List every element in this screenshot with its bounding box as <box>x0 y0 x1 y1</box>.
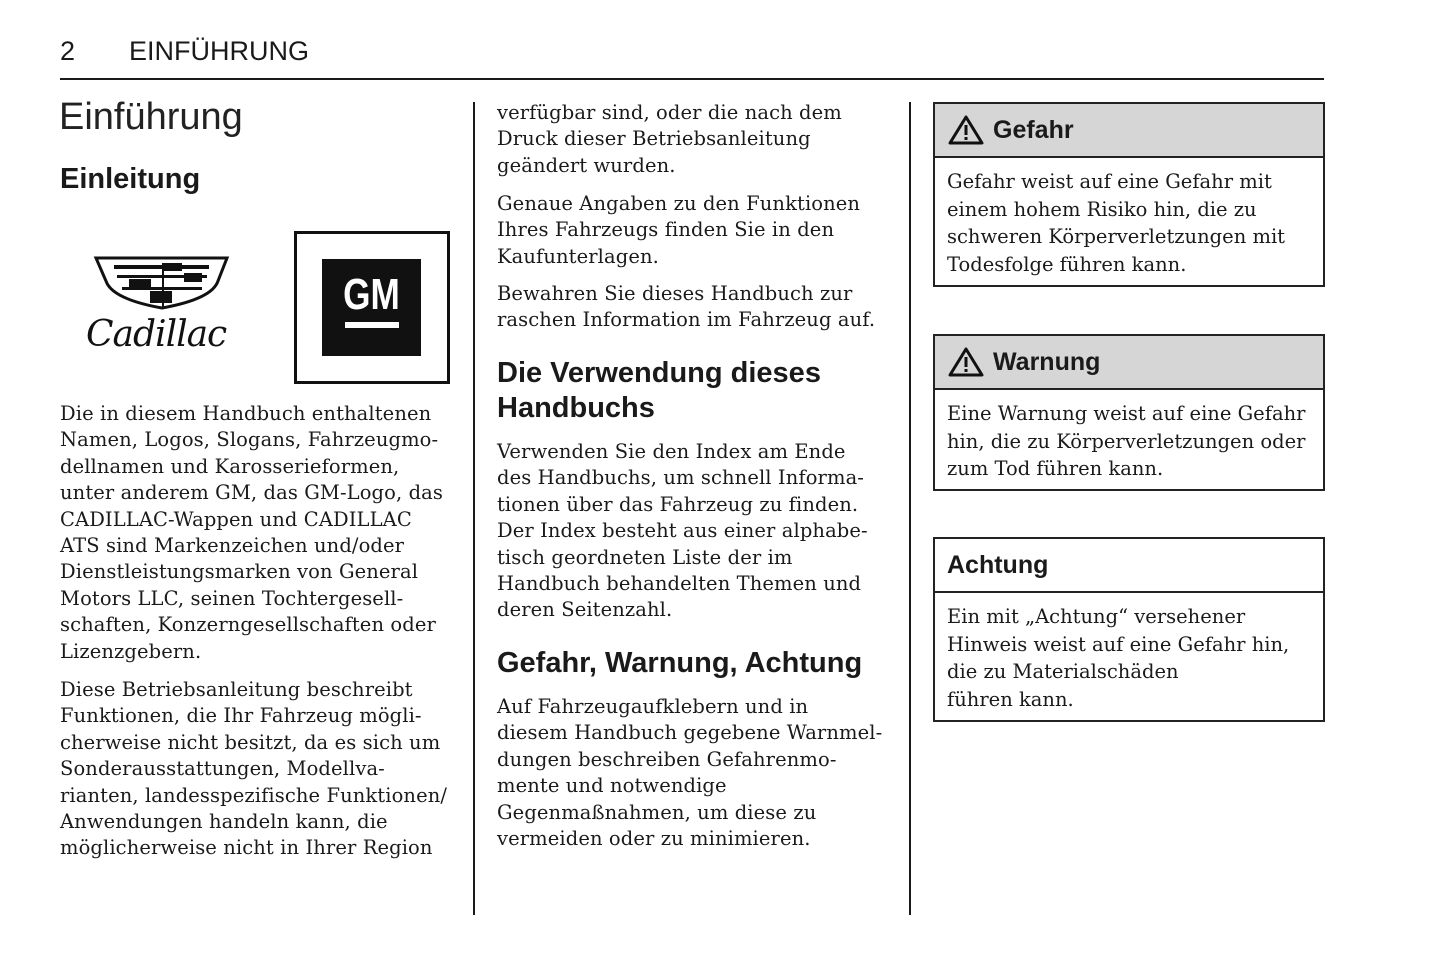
column-divider <box>473 102 475 915</box>
caution-box <box>933 537 1325 722</box>
paragraph-trademarks: Die in diesem Handbuch enthaltenen Namen, Logos, Slogans, Fahrzeugmo- dellnamen und Karosserieformen, unter anderem GM, das GM-Logo, das CADILLAC-Wappen und CADILLAC ATS sind Markenzeichen und/oder Dienstleistungsmarken von General Motors LLC, seinen Tochtergesell- schaften, Konzerngesellschaften oder Lizenzgebern. <box>60 402 443 663</box>
page-title: Einführung <box>59 96 243 138</box>
warning-triangle-icon <box>947 346 985 378</box>
heading-warnings: Gefahr, Warnung, Achtung <box>497 647 863 679</box>
paragraph-manual-scope: Diese Betriebsanleitung beschreibt Funktionen, die Ihr Fahrzeug mögli- cherweise nicht besitzt, da es sich um Sonderausstattungen, Modellva- rianten, landesspezifische Funktionen/ Anwendungen handeln kann, die möglicherweise nicht in Ihrer Region <box>60 678 448 860</box>
paragraph-index: Verwenden Sie den Index am Ende des Handbuchs, um schnell Informa- tionen über das Fahrzeug zu finden. Der Index besteht aus einer alphabe- tisch geordneten Liste der im Handbuch behandelten Themen und deren Seitenzahl. <box>497 440 868 622</box>
warning-box <box>933 334 1325 491</box>
warning-text: Eine Warnung weist auf eine Gefahr hin, die zu Körperverletzungen oder zum Tod führen kann. <box>947 402 1306 481</box>
paragraph-keep-manual: Bewahren Sie dieses Handbuch zur raschen Information im Fahrzeug auf. <box>497 282 876 332</box>
heading-usage: Die Verwendung dieses Handbuchs <box>497 357 821 424</box>
paragraph-warnings: Auf Fahrzeugaufklebern und in diesem Handbuch gegebene Warnmel- dungen beschreiben Gefahrenmo- mente und notwendige Gegenmaßnahmen, um diese zu vermeiden oder zu minimieren. <box>497 695 883 851</box>
subtitle: Einleitung <box>60 163 201 195</box>
warning-title: Warnung <box>993 347 1101 376</box>
column-divider <box>909 102 911 915</box>
cadillac-script: Cadillac <box>86 314 227 355</box>
caution-title: Achtung <box>947 550 1049 579</box>
cadillac-logo <box>84 255 239 365</box>
gm-letters: GM <box>343 270 400 319</box>
danger-box <box>933 102 1325 287</box>
cadillac-crest-icon <box>84 255 239 315</box>
warning-triangle-icon <box>947 114 985 146</box>
caution-text: Ein mit „Achtung“ versehener Hinweis weist auf eine Gefahr hin, die zu Materialschäden führen kann. <box>947 605 1290 712</box>
page-number: 2 <box>60 36 76 66</box>
paragraph-details: Genaue Angaben zu den Funktionen Ihres Fahrzeugs finden Sie in den Kaufunterlagen. <box>497 192 861 268</box>
danger-title: Gefahr <box>993 115 1074 144</box>
danger-text: Gefahr weist auf eine Gefahr mit einem hohem Risiko hin, die zu schweren Körperverletzungen mit Todesfolge führen kann. <box>947 170 1286 277</box>
gm-logo <box>294 231 450 384</box>
paragraph-continued: verfügbar sind, oder die nach dem Druck dieser Betriebsanleitung geändert wurden. <box>497 101 842 177</box>
header-rule <box>60 78 1324 80</box>
section-header: EINFÜHRUNG <box>129 36 309 66</box>
